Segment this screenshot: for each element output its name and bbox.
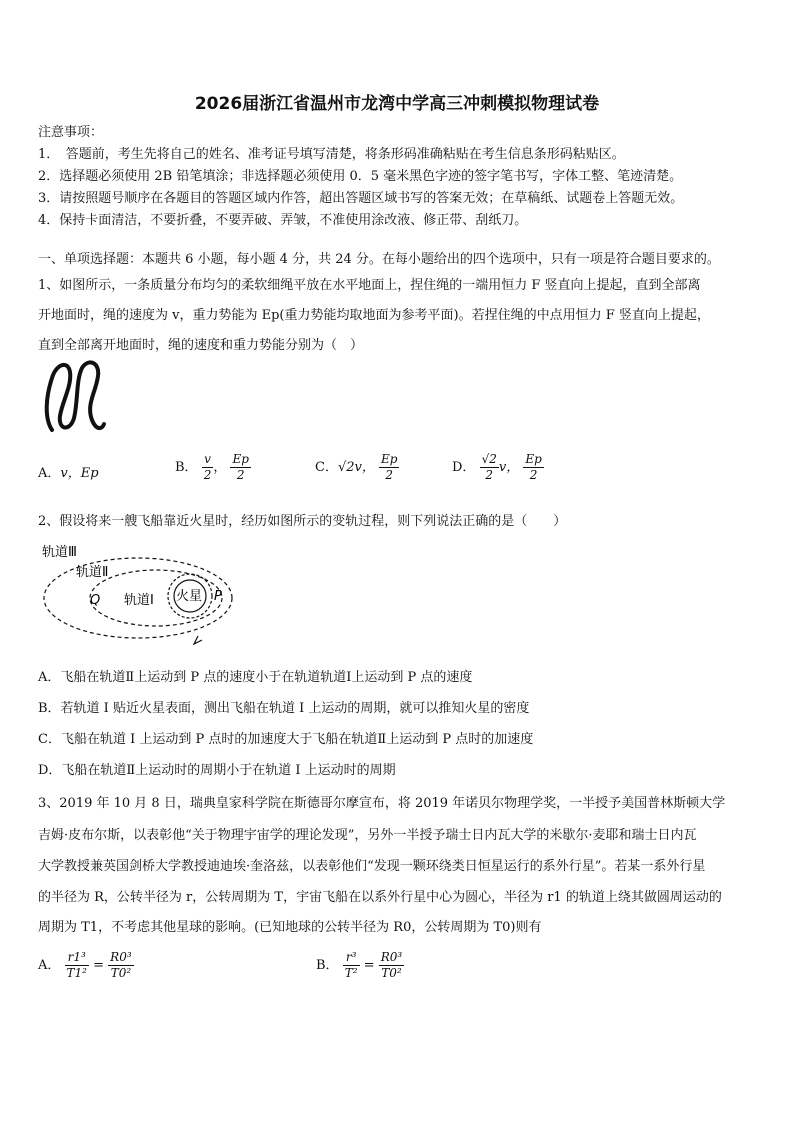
q3-option-a-frac-2 (108, 950, 133, 981)
q1-option-b-frac-2 (230, 452, 250, 483)
q3-option-b-den-1: T² (344, 966, 358, 980)
q3-option-b-num-2: R0³ (380, 950, 403, 964)
q1-option-a-label: A． (38, 466, 61, 481)
q3-option-b-num-1: r³ (343, 950, 360, 966)
q1-line-2: 开地面时，绳的速度为 v，重力势能为 Ep(重力势能均取地面为参考平面)。若捏住绳的中点用恒力 F 竖直向上提起， (38, 308, 710, 323)
rope-figure (40, 358, 110, 436)
q1-option-c-num: Ep (381, 452, 398, 466)
q1-option-b-den-1: 2 (203, 468, 212, 482)
q1-line-3: 直到全部离开地面时，绳的速度和重力势能分别为（ ） (38, 338, 364, 353)
q1-option-b[interactable]: B． $\frac{v}{2}$ ， $\frac{Ep}{2}$ (175, 452, 249, 482)
point-q-label: Q (90, 593, 101, 608)
q3-option-b-frac-1 (343, 950, 360, 981)
q3-option-b-eq: = (363, 958, 375, 973)
notice-item-3: 3．请按照题号顺序在各题目的答题区域内作答，超出答题区域书写的答案无效；在草稿纸、试题卷上答题无效。 (38, 191, 684, 206)
q3-option-b-den-2: T0² (381, 966, 402, 980)
q3-line-4: 的半径为 R，公转半径为 r，公转周期为 T，宇宙飞船在以系外行星中心为圆心，半径为 r1 的轨道上绕其做圆周运动的 (38, 890, 722, 905)
q1-option-d-den-2: 2 (529, 468, 538, 482)
section-heading: 一、单项选择题：本题共 6 小题，每小题 4 分，共 24 分。在每小题给出的四个选项中，只有一项是符合题目要求的。 (38, 252, 720, 267)
mars-label: 火星 (176, 589, 203, 604)
q1-option-d-den-1: 2 (485, 468, 494, 482)
q3-option-a-frac-1 (65, 950, 89, 981)
q3-line-1: 3、2019 年 10 月 8 日，瑞典皇家科学院在斯德哥尔摩宣布，将 2019 年诺贝尔物理学奖，一半授予美国普林斯顿大学 (38, 796, 726, 811)
q3-line-3: 大学教授兼英国剑桥大学教授迪迪埃·奎洛兹，以表彰他们“发现一颗环绕类日恒星运行的系外行星”。若某一系外行星 (38, 859, 706, 874)
q2-option-d[interactable]: D．飞船在轨道Ⅱ上运动时的周期小于在轨道 I 上运动时的周期 (38, 763, 396, 778)
q3-option-a[interactable] (38, 950, 134, 981)
q1-option-d-frac-1 (480, 452, 499, 483)
q1-line-1: 1、如图所示，一条质量分布均匀的柔软细绳平放在水平地面上，捏住绳的一端用恒力 F 竖直向上提起，直到全部离 (38, 278, 701, 293)
q2-option-c[interactable]: C．飞船在轨道 I 上运动到 P 点时的加速度大于飞船在轨道Ⅱ上运动到 P 点时的加速度 (38, 732, 534, 747)
q1-option-b-frac-1 (202, 452, 214, 483)
q1-option-d-frac-2 (523, 452, 543, 483)
q3-option-b-frac-2 (379, 950, 404, 981)
q1-option-c-text: √2v， (337, 460, 375, 475)
point-p-label: P (214, 589, 222, 604)
q1-option-d-mid: v， (498, 460, 520, 475)
notice-item-1: 1． 答题前，考生先将自己的姓名、准考证号填写清楚，将条形码准确粘贴在考生信息条形码粘贴区。 (38, 147, 625, 162)
page-title: 2026届浙江省温州市龙湾中学高三冲刺模拟物理试卷 (194, 94, 600, 114)
q3-option-b[interactable] (316, 950, 404, 981)
q3-option-a-num-2: R0³ (110, 950, 132, 964)
q3-option-a-label: A． (38, 958, 61, 973)
orbit-diagram (38, 540, 238, 650)
orbit-3-label: 轨道Ⅲ (42, 545, 77, 560)
notice-heading: 注意事项： (38, 125, 104, 140)
q1-option-b-num-2: Ep (232, 452, 249, 466)
q3-option-a-eq: = (93, 958, 105, 973)
q1-option-c[interactable] (315, 452, 399, 483)
q1-option-a-text: v，Ep (60, 466, 99, 481)
q2-line-1: 2、假设将来一艘飞船靠近火星时，经历如图所示的变轨过程，则下列说法正确的是（ ） (38, 514, 567, 529)
q1-option-c-frac (379, 452, 399, 483)
q1-option-c-den: 2 (385, 468, 394, 482)
q3-option-a-num-1: r1³ (65, 950, 89, 966)
notice-item-2: 2．选择题必须使用 2B 铅笔填涂；非选择题必须使用 0．5 毫米黑色字迹的签字笔书写，字体工整、笔迹清楚。 (38, 169, 683, 184)
q1-option-d[interactable] (452, 452, 544, 483)
q1-option-a[interactable] (38, 462, 99, 481)
rope-path (47, 362, 104, 430)
direction-arrow-icon (194, 636, 202, 644)
q1-option-b-num-1: v (202, 452, 214, 468)
q1-option-d-num-2: Ep (525, 452, 542, 466)
q1-option-d-label: D． (452, 460, 476, 475)
q1-option-b-label: B． (175, 460, 198, 475)
q1-option-b-den-2: 2 (236, 468, 245, 482)
q3-option-b-label: B． (316, 958, 339, 973)
q2-option-b[interactable]: B．若轨道 I 贴近火星表面，测出飞船在轨道 I 上运动的周期，就可以推知火星的密度 (38, 701, 530, 716)
q3-line-2: 吉姆·皮布尔斯，以表彰他“关于物理宇宙学的理论发现”，另外一半授予瑞士日内瓦大学的米歇尔·麦耶和瑞士日内瓦 (38, 828, 697, 843)
q2-option-a[interactable]: A．飞船在轨道Ⅱ上运动到 P 点的速度小于在轨道轨道Ⅰ上运动到 P 点的速度 (38, 670, 473, 685)
notice-item-4: 4．保持卡面清洁，不要折叠，不要弄破、弄皱，不准使用涂改液、修正带、刮纸刀。 (38, 213, 528, 228)
q3-line-5: 周期为 T1，不考虑其他星球的影响。(已知地球的公转半径为 R0，公转周期为 T0)则有 (38, 920, 542, 935)
q3-option-a-den-1: T1² (66, 966, 87, 980)
q1-option-d-num-1: √2 (481, 452, 497, 466)
q3-option-a-den-2: T0² (110, 966, 132, 980)
orbit-1-label: 轨道Ⅰ (124, 593, 154, 608)
orbit-2-label: 轨道Ⅱ (76, 565, 109, 580)
q1-option-c-label: C． (315, 460, 338, 475)
